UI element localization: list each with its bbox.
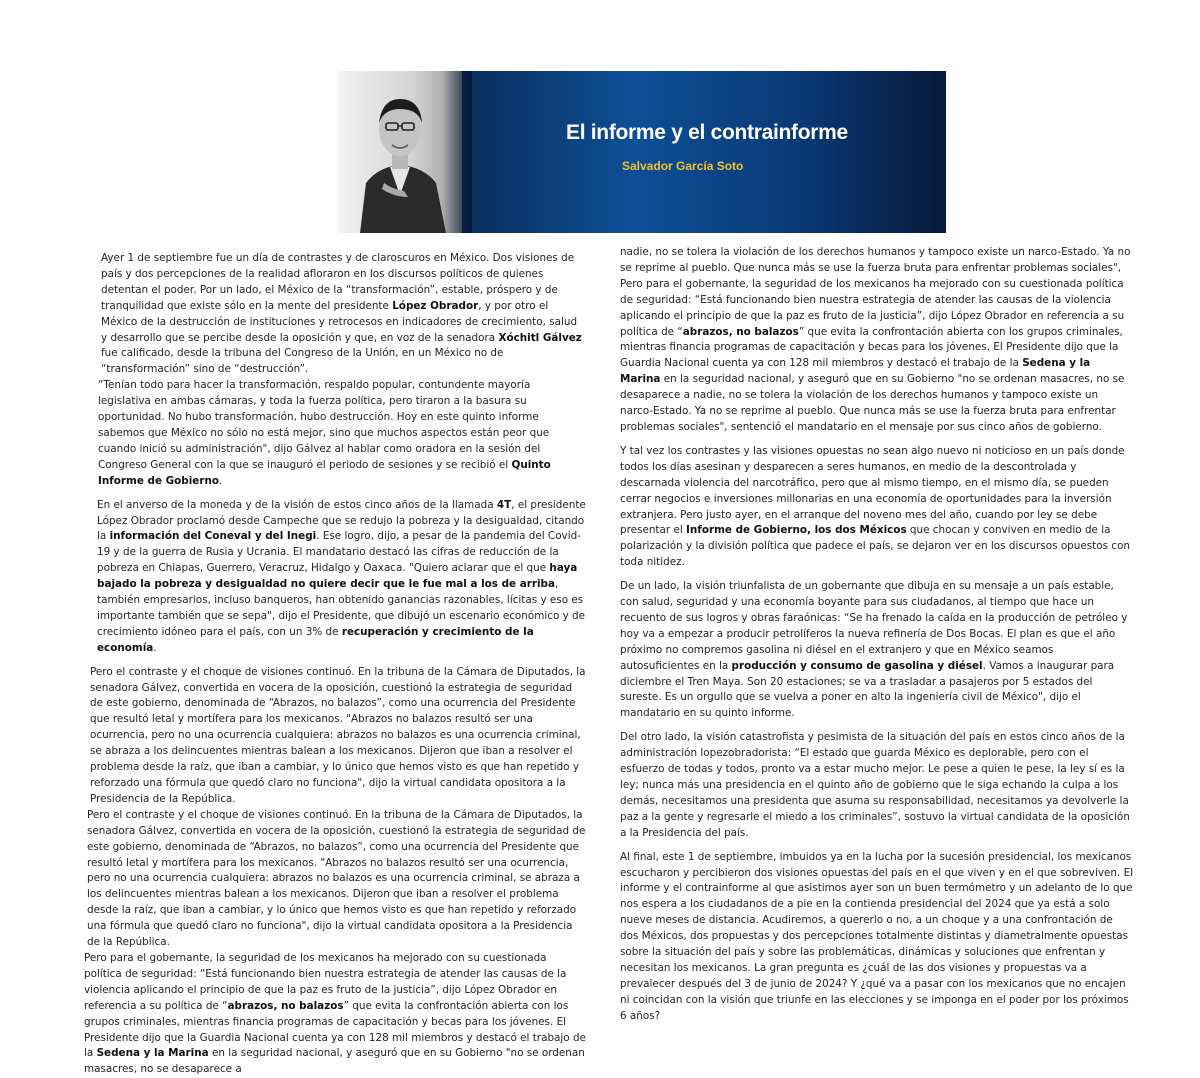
paragraph: Ayer 1 de septiembre fue un día de contrastes y de claroscuros en México. Dos visiones de país y dos percepciones de la realidad afloraron en los discursos políticos de quienes detentan el poder. Por un lado, el México de la “transformación”, estable, próspero y de tranquilidad que existe sólo en la mente del presidente López Obrador, y por otro el México de la destrucción de instituciones y retrocesos en indicadores de crecimiento, salud y desarrollo que se percibe desde la oposición y que, en voz de la senadora Xóchitl Gálvez fue calificado, desde la tribuna del Congreso de la Unión, en un México no de “transformación” sino de “destrucción”. [101, 252, 582, 376]
paragraph: De un lado, la visión triunfalista de un gobernante que dibuja en su mensaje a un país estable, con salud, seguridad y una economía boyante para sus ciudadanos, al tiempo que hace un recuento de sus logros y obras faraónicas: “Se ha frenado la caída en la producción de petróleo y hoy va a empezar a producir petrolíferos la nueva refinería de Dos Bocas. El plan es que el año próximo no compremos gasolina ni diésel en el extranjero y que en México seamos autosuficientes en la producción y consumo de gasolina y diésel. Vamos a inaugurar para diciembre el Tren Maya. Son 20 estaciones; se va a trasladar a pasajeros por 5 estados del sureste. Es un orgullo que se vuelva a poner en alto la ingeniería civil de México", dijo el mandatario en su quinto informe. [620, 580, 1128, 720]
paragraph: “Tenían todo para hacer la transformación, respaldo popular, contundente mayoría legislativa en ambas cámaras, y toda la fuerza política, pero tiraron a la basura su oportunidad. No hubo transformación, hubo destrucción. Hoy en este quinto informe sabemos que México no sólo no está mejor, sino que muchos aspectos están peor que cuando inició su administración", dijo Gálvez al hablar como oradora en la sesión del Congreso General con la que se inauguró el periodo de sesiones y se recibió el Quinto Informe de Gobierno. [98, 379, 551, 487]
right-column [620, 245, 1134, 1025]
column-header-banner [338, 71, 946, 233]
paragraph: Al final, este 1 de septiembre, imbuidos ya en la lucha por la sucesión presidencial, los mexicanos escucharon y percibieron dos visiones opuestas del país en el que viven y en el que sobreviven. El informe y el contrainforme al que asistimos ayer son un buen termómetro y un adelanto de lo que nos espera a los ciudadanos de a pie en la contienda presidencial del 2024 que ya está a solo nueve meses de distancia. Acudiremos, a quererlo o no, a un choque y a una confrontación de dos Méxicos, dos propuestas y dos percepciones totalmente distintas y diametralmente opuestas sobre la situación del país y sobre las problemáticas, dinámicas y soluciones que enfrentan y necesitan los mexicanos. La gran pregunta es ¿cuál de las dos visiones y propuestas va a prevalecer después del 3 de junio de 2024? Y ¿qué va a pasar con los mexicanos que no encajen ni coincidan con la visión que triunfe en las elecciones y se imponga en el poder por los próximos 6 años? [620, 850, 1134, 1022]
paragraph: Y tal vez los contrastes y las visiones opuestas no sean algo nuevo ni noticioso en un país donde todos los días asesinan y desparecen a seres humanos, en medio de la descontrolada y descarnada violencia del narcotráfico, pero que al mismo tiempo, en el mismo día, se pueden cerrar negocios e inversiones millonarias en una economía de oportunidades para la inversión extranjera. Pero justo ayer, en el arranque del noveno mes del año, cuando por ley se debe presentar el Informe de Gobierno, los dos Méxicos que chocan y conviven en medio de la polarización y la división política que padece el país, se dejaron ver en los discursos opuestos con toda nitidez. [620, 444, 1130, 569]
paragraph: En el anverso de la moneda y de la visión de estos cinco años de la llamada 4T, el presidente López Obrador proclamó desde Campeche que se redujo la pobreza y la desigualdad, citando la información del Coneval y del Inegi. Ese logro, dijo, a pesar de la pandemia del Covid-19 y de la guerra de Rusia y Ucrania. El mandatario destacó las cifras de reducción de la pobreza en Chiapas, Guerrero, Veracruz, Hidalgo y Oaxaca. "Quiero aclarar que el que haya bajado la pobreza y desigualdad no quiere decir que le fue mal a los de arriba, también empresarios, incluso banqueros, han obtenido ganancias razonables, lícitas y eso es importante también que se sepa", dijo el Presidente, que dibujó un escenario económico y de crecimiento idóneo para el país, con un 3% de recuperación y crecimiento de la economía. [97, 498, 586, 654]
paragraph: Del otro lado, la visión catastrofista y pesimista de la situación del país en estos cinco años de la administración lopezobradorista: “El estado que guarda México es deplorable, pero con el esfuerzo de todas y todos, pronto va a estar mucho mejor. Le pese a quien le pese, la ley sí es la ley; nunca más una presidencia en el quinto año de gobierno que le siga echando la culpa a los demás, necesitamos una presidenta que asuma su responsabilidad, necesitamos ya devolverle la paz a la gente y regresarle el miedo a los criminales”, sostuvo la virtual candidata de la oposición a la Presidencia del país. [620, 731, 1130, 839]
paragraph: Pero para el gobernante, la seguridad de los mexicanos ha mejorado con su cuestionada política de seguridad: “Está funcionando bien nuestra estrategia de atender las causas de la violencia aplicando el principio de que la paz es fruto de la justicia”, dijo López Obrador en referencia a su política de “abrazos, no balazos” que evita la confrontación abierta con los grupos criminales, mientras financia programas de capacitación y becas para los jóvenes. El Presidente dijo que la Guardia Nacional cuenta ya con 128 mil miembros y destacó el trabajo de la Sedena y la Marina en la seguridad nacional, y aseguró que en su Gobierno "no se ordenan masacres, no se desaparece a [84, 951, 586, 1076]
paragraph: Pero el contraste y el choque de visiones continuó. En la tribuna de la Cámara de Diputados, la senadora Gálvez, convertida en vocera de la oposición, cuestionó la estrategia de seguridad de este gobierno, denominada de “Abrazos, no balazos”, como una ocurrencia del Presidente que resultó letal y mortífera para los mexicanos. "Abrazos no balazos resultó ser una ocurrencia, pero no una ocurrencia cualquiera: abrazos no balazos es una ocurrencia criminal, se abraza a los delincuentes mientras balean a los mexicanos. Dijeron que iban a resolver el problema desde la raíz, que iban a cambiar, y lo único que hemos visto es que han repetido y reforzado una fórmula que quedó claro no funciona", dijo la virtual candidata opositora a la Presidencia de la República. [90, 665, 586, 805]
column-title: El informe y el contrainforme [566, 121, 848, 144]
photo-fade [442, 71, 472, 233]
paragraph: Pero el contraste y el choque de visiones continuó. En la tribuna de la Cámara de Diputados, la senadora Gálvez, convertida en vocera de la oposición, cuestionó la estrategia de seguridad de este gobierno, denominada de “Abrazos, no balazos”, como una ocurrencia del Presidente que resultó letal y mortífera para los mexicanos. "Abrazos no balazos resultó ser una ocurrencia, pero no una ocurrencia cualquiera: abrazos no balazos es una ocurrencia criminal, se abraza a los delincuentes mientras balean a los mexicanos. Dijeron que iban a resolver el problema desde la raíz, que iban a cambiar, y lo único que hemos visto es que han repetido y reforzado una fórmula que quedó claro no funciona", dijo la virtual candidata opositora a la Presidencia de la República. [87, 808, 586, 949]
paragraph: nadie, no se tolera la violación de los derechos humanos y tampoco existe un narco-Estado. Ya no se reprime al pueblo. Que nunca más se use la fuerza bruta para enfrentar problemas sociales", [620, 246, 1131, 274]
paragraph: Pero para el gobernante, la seguridad de los mexicanos ha mejorado con su cuestionada política de seguridad: “Está funcionando bien nuestra estrategia de atender las causas de la violencia aplicando el principio de que la paz es fruto de la justicia”, dijo López Obrador en referencia a su política de “abrazos, no balazos” que evita la confrontación abierta con los grupos criminales, mientras financia programas de capacitación y becas para los jóvenes. El Presidente dijo que la Guardia Nacional cuenta ya con 128 mil miembros y destacó el trabajo de la Sedena y la Marina en la seguridad nacional, y aseguró que en su Gobierno "no se ordenan masacres, no se desaparece a nadie, no se tolera la violación de los derechos humanos y tampoco existe un narco-Estado. Ya no se reprime al pueblo. Que nunca más se use la fuerza bruta para enfrentar problemas sociales", sentenció el mandatario en el mensaje por sus cinco años de gobierno. [620, 277, 1125, 433]
left-column [84, 251, 586, 1078]
column-author: Salvador García Soto [622, 159, 744, 173]
